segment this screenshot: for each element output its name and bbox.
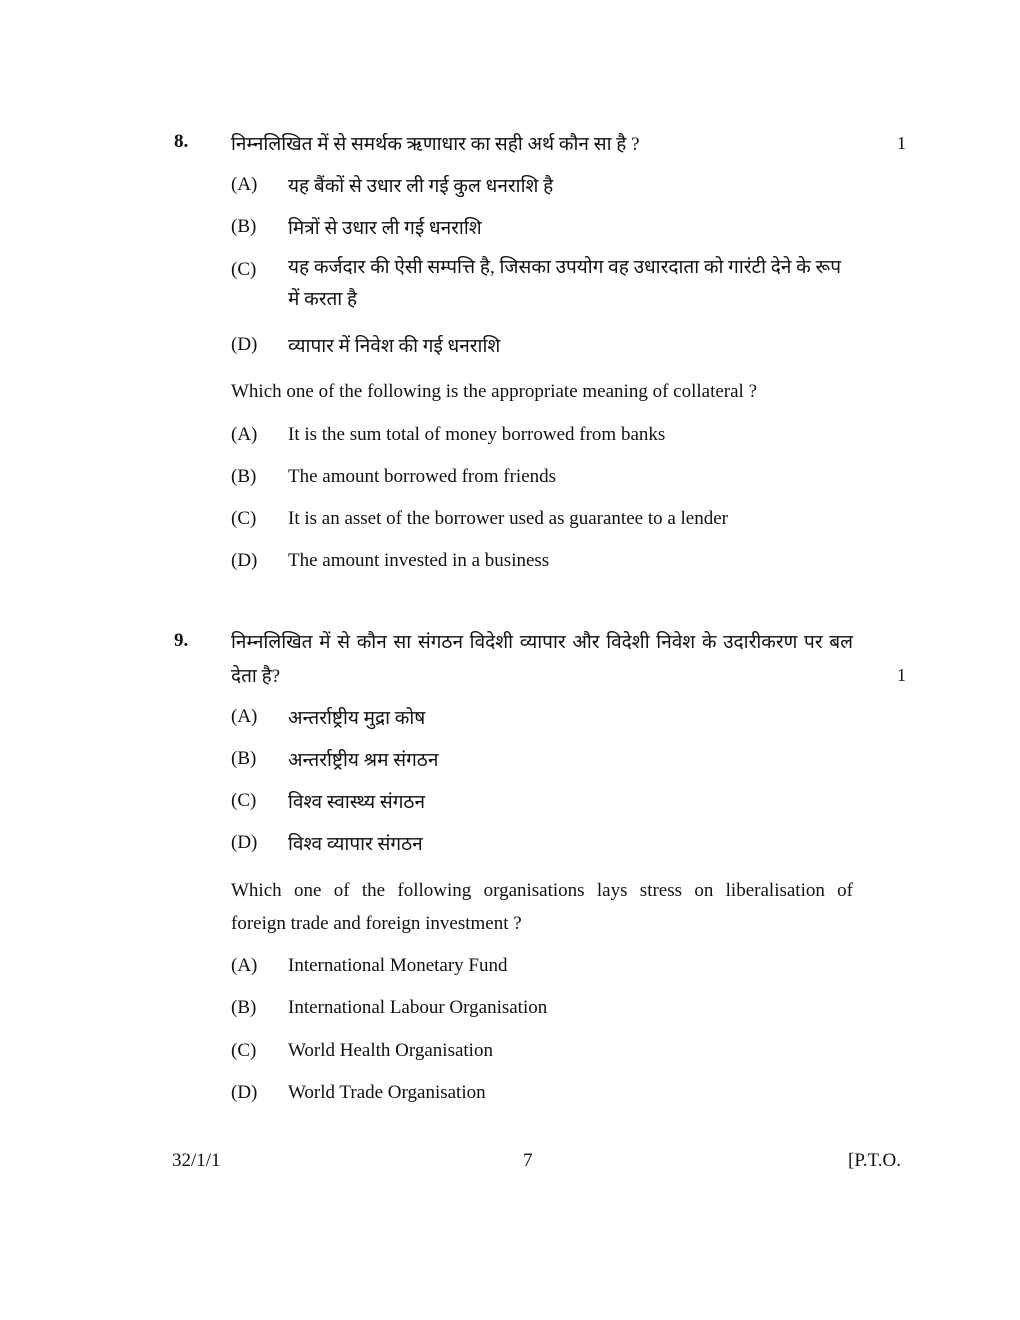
footer-code: 32/1/1 xyxy=(172,1150,221,1171)
q9-hindi-option-d-text: विश्व व्यापार संगठन xyxy=(288,834,423,855)
q9-hindi-option-a-label: (A) xyxy=(231,706,258,727)
q8-english-option-b-text: The amount borrowed from friends xyxy=(288,466,557,487)
q9-english-option-c-label: (C) xyxy=(231,1040,257,1061)
q9-english-option-b-text: International Labour Organisation xyxy=(288,997,548,1018)
question-8-number: 8. xyxy=(174,131,189,152)
question-9-number: 9. xyxy=(174,630,189,651)
q9-english-option-a-text: International Monetary Fund xyxy=(288,955,508,976)
footer-page-number: 7 xyxy=(523,1150,533,1171)
q9-english-option-d-text: World Trade Organisation xyxy=(288,1082,486,1103)
question-9-hindi-text-line2: देता है? xyxy=(231,666,281,687)
q9-english-option-a-label: (A) xyxy=(231,955,258,976)
q8-hindi-option-b-label: (B) xyxy=(231,216,257,237)
question-8-hindi-text: निम्नलिखित में से समर्थक ऋणाधार का सही अर्थ कौन सा है ? xyxy=(231,134,640,155)
q8-hindi-option-d-label: (D) xyxy=(231,334,258,355)
question-8-english-text: Which one of the following is the appropriate meaning of collateral ? xyxy=(231,381,758,402)
question-9-hindi-text-line1: निम्नलिखित में से कौन सा संगठन विदेशी व्यापार और विदेशी निवेश के उदारीकरण पर बल xyxy=(231,632,853,653)
q8-hindi-option-c-label: (C) xyxy=(231,259,257,280)
q9-hindi-option-a-text: अन्तर्राष्ट्रीय मुद्रा कोष xyxy=(288,708,426,729)
q8-english-option-b-label: (B) xyxy=(231,466,257,487)
question-8-marks: 1 xyxy=(897,133,906,153)
q9-hindi-option-c-label: (C) xyxy=(231,790,257,811)
q8-english-option-c-label: (C) xyxy=(231,508,257,529)
q9-hindi-option-b-label: (B) xyxy=(231,748,257,769)
question-9-english-text-line1: Which one of the following organisations lays stress on liberalisation of xyxy=(231,880,853,901)
q8-english-option-d-text: The amount invested in a business xyxy=(288,550,550,571)
q9-english-option-c-text: World Health Organisation xyxy=(288,1040,493,1061)
q9-english-option-d-label: (D) xyxy=(231,1082,258,1103)
q8-hindi-option-c-text: यह कर्जदार की ऐसी सम्पत्ति है, जिसका उपयोग वह उधारदाता को गारंटी देने के रूप में करता है xyxy=(288,257,842,310)
question-9-marks: 1 xyxy=(897,665,906,685)
q8-hindi-option-b-text: मित्रों से उधार ली गई धनराशि xyxy=(288,218,482,239)
q8-english-option-a-label: (A) xyxy=(231,424,258,445)
q8-hindi-option-a-label: (A) xyxy=(231,174,258,195)
q9-hindi-option-c-text: विश्व स्वास्थ्य संगठन xyxy=(288,792,425,813)
q8-hindi-option-d-text: व्यापार में निवेश की गई धनराशि xyxy=(288,336,501,357)
q9-hindi-option-b-text: अन्तर्राष्ट्रीय श्रम संगठन xyxy=(288,750,439,771)
q8-english-option-d-label: (D) xyxy=(231,550,258,571)
q8-english-option-a-text: It is the sum total of money borrowed from banks xyxy=(288,424,666,445)
q8-english-option-c-text: It is an asset of the borrower used as guarantee to a lender xyxy=(288,508,728,529)
q9-hindi-option-d-label: (D) xyxy=(231,832,258,853)
q8-hindi-option-a-text: यह बैंकों से उधार ली गई कुल धनराशि है xyxy=(288,176,554,197)
question-9-english-text-line2: foreign trade and foreign investment ? xyxy=(231,913,522,934)
footer-pto: [P.T.O. xyxy=(848,1150,901,1171)
q9-english-option-b-label: (B) xyxy=(231,997,257,1018)
